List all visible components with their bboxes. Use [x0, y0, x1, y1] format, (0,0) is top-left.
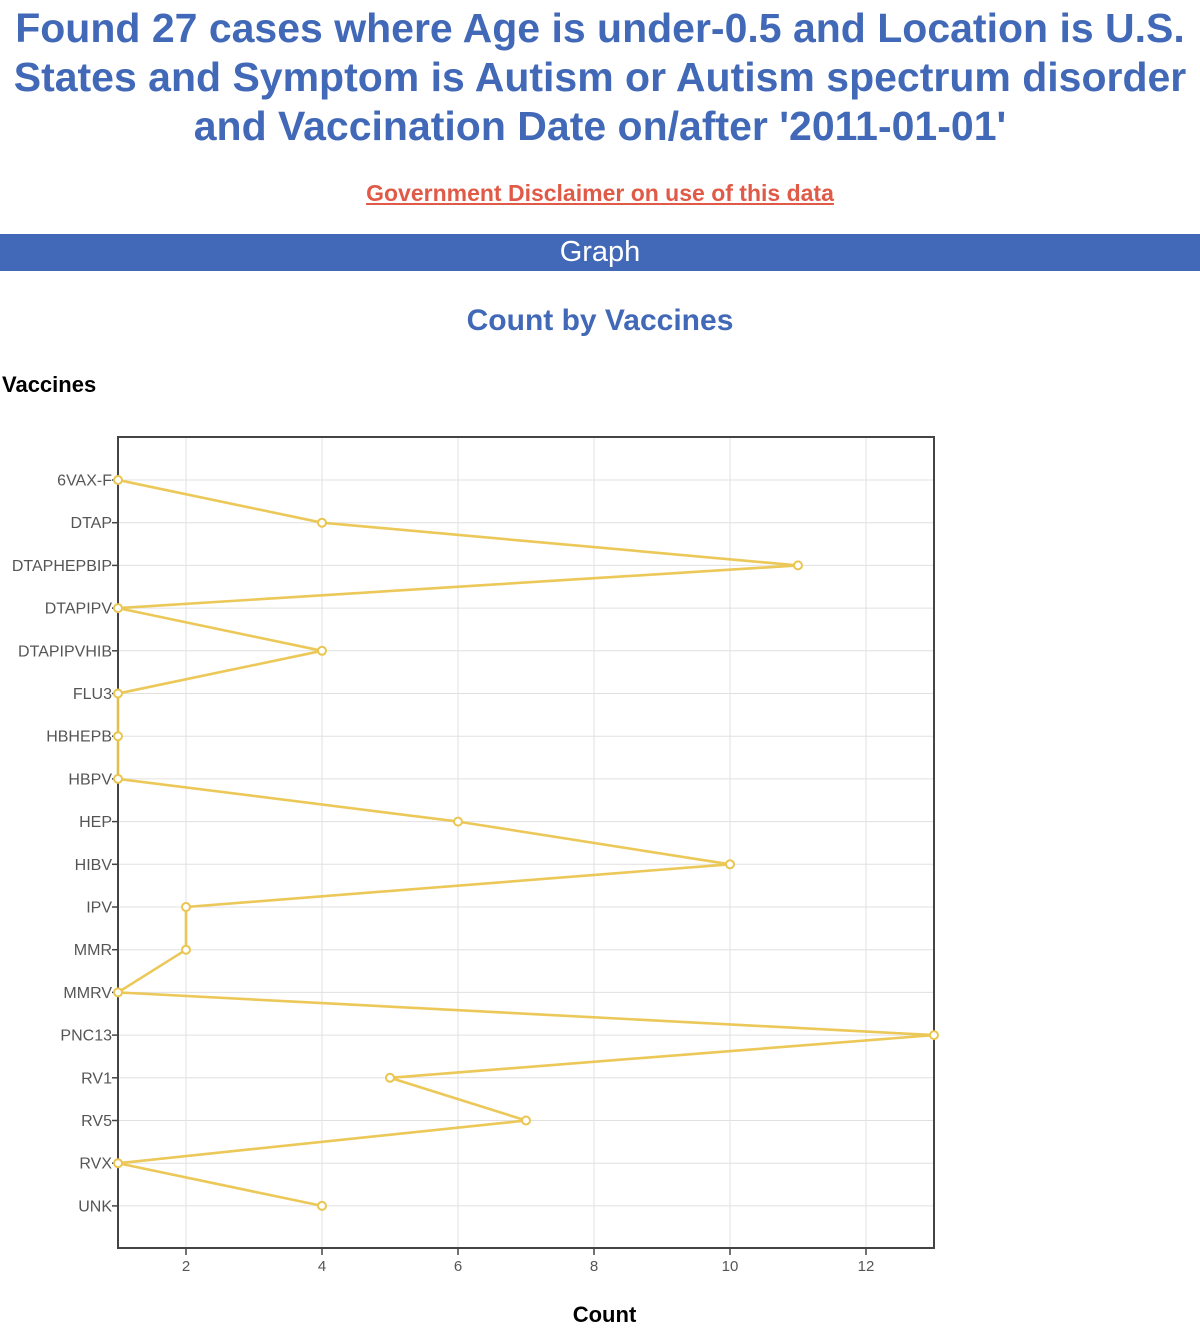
data-point — [386, 1074, 394, 1082]
data-point — [454, 818, 462, 826]
y-tick-label: HBHEPB — [46, 728, 112, 746]
data-point — [318, 647, 326, 655]
data-point — [182, 946, 190, 954]
grid-lines — [112, 437, 934, 1255]
plot-frame — [118, 437, 934, 1248]
data-point — [726, 860, 734, 868]
y-tick-label: DTAPHEPBIP — [11, 557, 112, 575]
y-tick-label: FLU3 — [72, 686, 112, 703]
series-vaccines — [114, 476, 938, 1210]
data-point — [114, 732, 122, 740]
y-tick-label: RV5 — [81, 1113, 112, 1130]
data-point — [114, 1159, 122, 1167]
data-point — [114, 775, 122, 783]
y-tick-label: PNC13 — [60, 1027, 112, 1045]
line-chart — [0, 420, 1200, 1280]
data-point — [114, 476, 122, 484]
tick-labels — [12, 473, 875, 1276]
chart-title: Count by Vaccines — [466, 304, 734, 337]
data-point — [522, 1117, 530, 1125]
disclaimer — [0, 180, 1200, 207]
y-tick-label: RVX — [79, 1155, 112, 1173]
data-point — [794, 561, 802, 569]
y-tick-label: DTAPIPV — [44, 600, 112, 618]
section-header-graph: Graph — [0, 234, 1200, 271]
x-tick-label: 2 — [181, 1258, 191, 1275]
data-point — [318, 1202, 326, 1210]
data-point — [114, 988, 122, 996]
y-tick-label: DTAP — [70, 515, 112, 533]
y-tick-label: DTAPIPVHIB — [18, 643, 112, 661]
data-point — [182, 903, 190, 911]
x-tick-label: 10 — [721, 1258, 739, 1275]
data-point — [318, 519, 326, 527]
data-point — [114, 690, 122, 698]
y-tick-label: 6VAX-F — [57, 472, 112, 490]
y-tick-label: MMRV — [63, 984, 112, 1002]
y-tick-label: HBPV — [68, 771, 112, 789]
page-title: Found 27 cases where Age is under-0.5 and Location is U.S. States and Symptom is Autism or Autism spectrum disorder and Vaccination Date on/after '2011-01-01' — [13, 5, 1187, 149]
y-tick-label: HEP — [79, 814, 112, 832]
y-tick-label: HIBV — [74, 856, 112, 874]
x-axis-title: Count — [572, 1302, 637, 1327]
x-tick-label: 6 — [453, 1258, 463, 1275]
x-tick-label: 8 — [589, 1258, 599, 1275]
data-point — [930, 1031, 938, 1039]
disclaimer-link[interactable]: Government Disclaimer on use of this data — [366, 180, 834, 206]
x-tick-label: 4 — [317, 1258, 327, 1275]
y-tick-label: IPV — [86, 899, 112, 917]
series-line — [118, 480, 934, 1206]
y-axis-title: Vaccines — [2, 372, 97, 397]
y-tick-label: UNK — [78, 1198, 112, 1216]
y-tick-label: RV1 — [81, 1070, 112, 1088]
data-point — [114, 604, 122, 612]
x-tick-label: 12 — [857, 1258, 875, 1275]
y-tick-label: MMR — [73, 942, 112, 960]
